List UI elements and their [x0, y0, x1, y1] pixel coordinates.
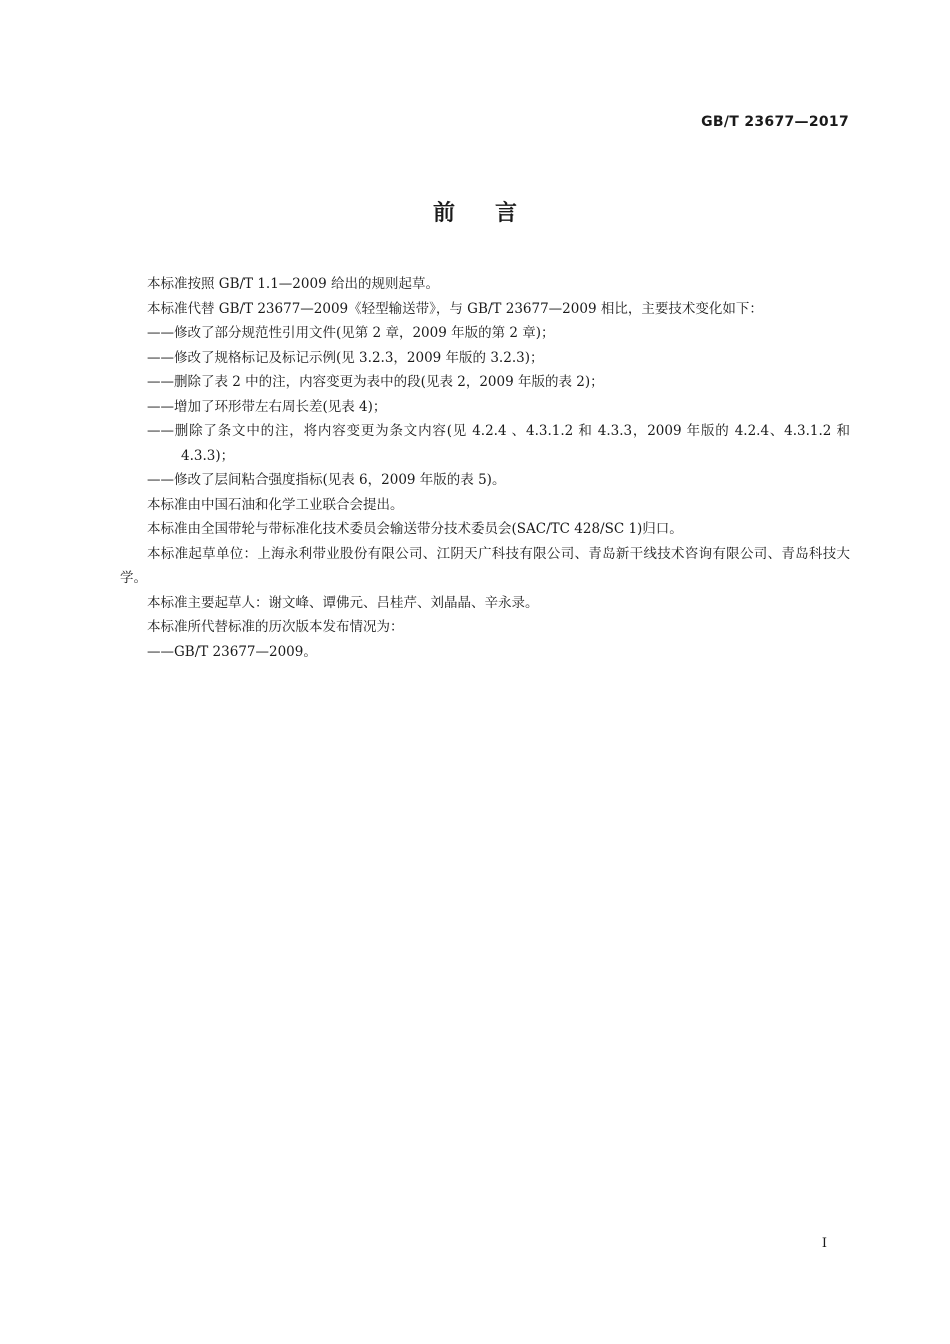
paragraph-administrator: 本标准由全国带轮与带标准化技术委员会输送带分技术委员会(SAC/TC 428/SC 1)归口。 — [147, 521, 683, 537]
change-item: ——修改了规格标记及标记示例(见 3.2.3，2009 年版的 3.2.3)； — [147, 349, 544, 366]
paragraph-replacement: 本标准代替 GB/T 23677—2009《轻型输送带》，与 GB/T 23677—2009 相比，主要技术变化如下： — [147, 300, 763, 317]
change-item: ——增加了环形带左右周长差(见表 4)； — [147, 398, 387, 415]
standard-number: GB/T 23677—2017 — [701, 114, 849, 130]
page-number: I — [821, 1236, 827, 1251]
change-item: ——修改了部分规范性引用文件(见第 2 章，2009 年版的第 2 章)； — [147, 325, 555, 341]
paragraph-drafting-rules: 本标准按照 GB/T 1.1—2009 给出的规则起草。 — [147, 276, 439, 292]
foreword-body — [120, 272, 850, 664]
paragraph-drafters: 本标准主要起草人：谢文峰、谭佛元、吕桂芹、刘晶晶、辛永录。 — [147, 594, 539, 611]
change-item: ——删除了条文中的注，将内容变更为条文内容(见 4.2.4 、4.3.1.2 和 4.3.3，2009 年版的 4.2.4、4.3.1.2 和 4.3.3)； — [147, 423, 850, 464]
paragraph-drafting-units: 本标准起草单位：上海永利带业股份有限公司、江阴天广科技有限公司、青岛新干线技术咨询有限公司、青岛科技大学。 — [120, 545, 850, 586]
history-item: ——GB/T 23677—2009。 — [147, 643, 317, 660]
page-title: 前言 — [432, 201, 557, 226]
paragraph-history-intro: 本标准所代替标准的历次版本发布情况为： — [147, 619, 404, 635]
change-item: ——修改了层间粘合强度指标(见表 6，2009 年版的表 5)。 — [147, 472, 506, 488]
change-item: ——删除了表 2 中的注，内容变更为表中的段(见表 2，2009 年版的表 2)； — [147, 374, 604, 390]
paragraph-proposer: 本标准由中国石油和化学工业联合会提出。 — [147, 496, 404, 513]
